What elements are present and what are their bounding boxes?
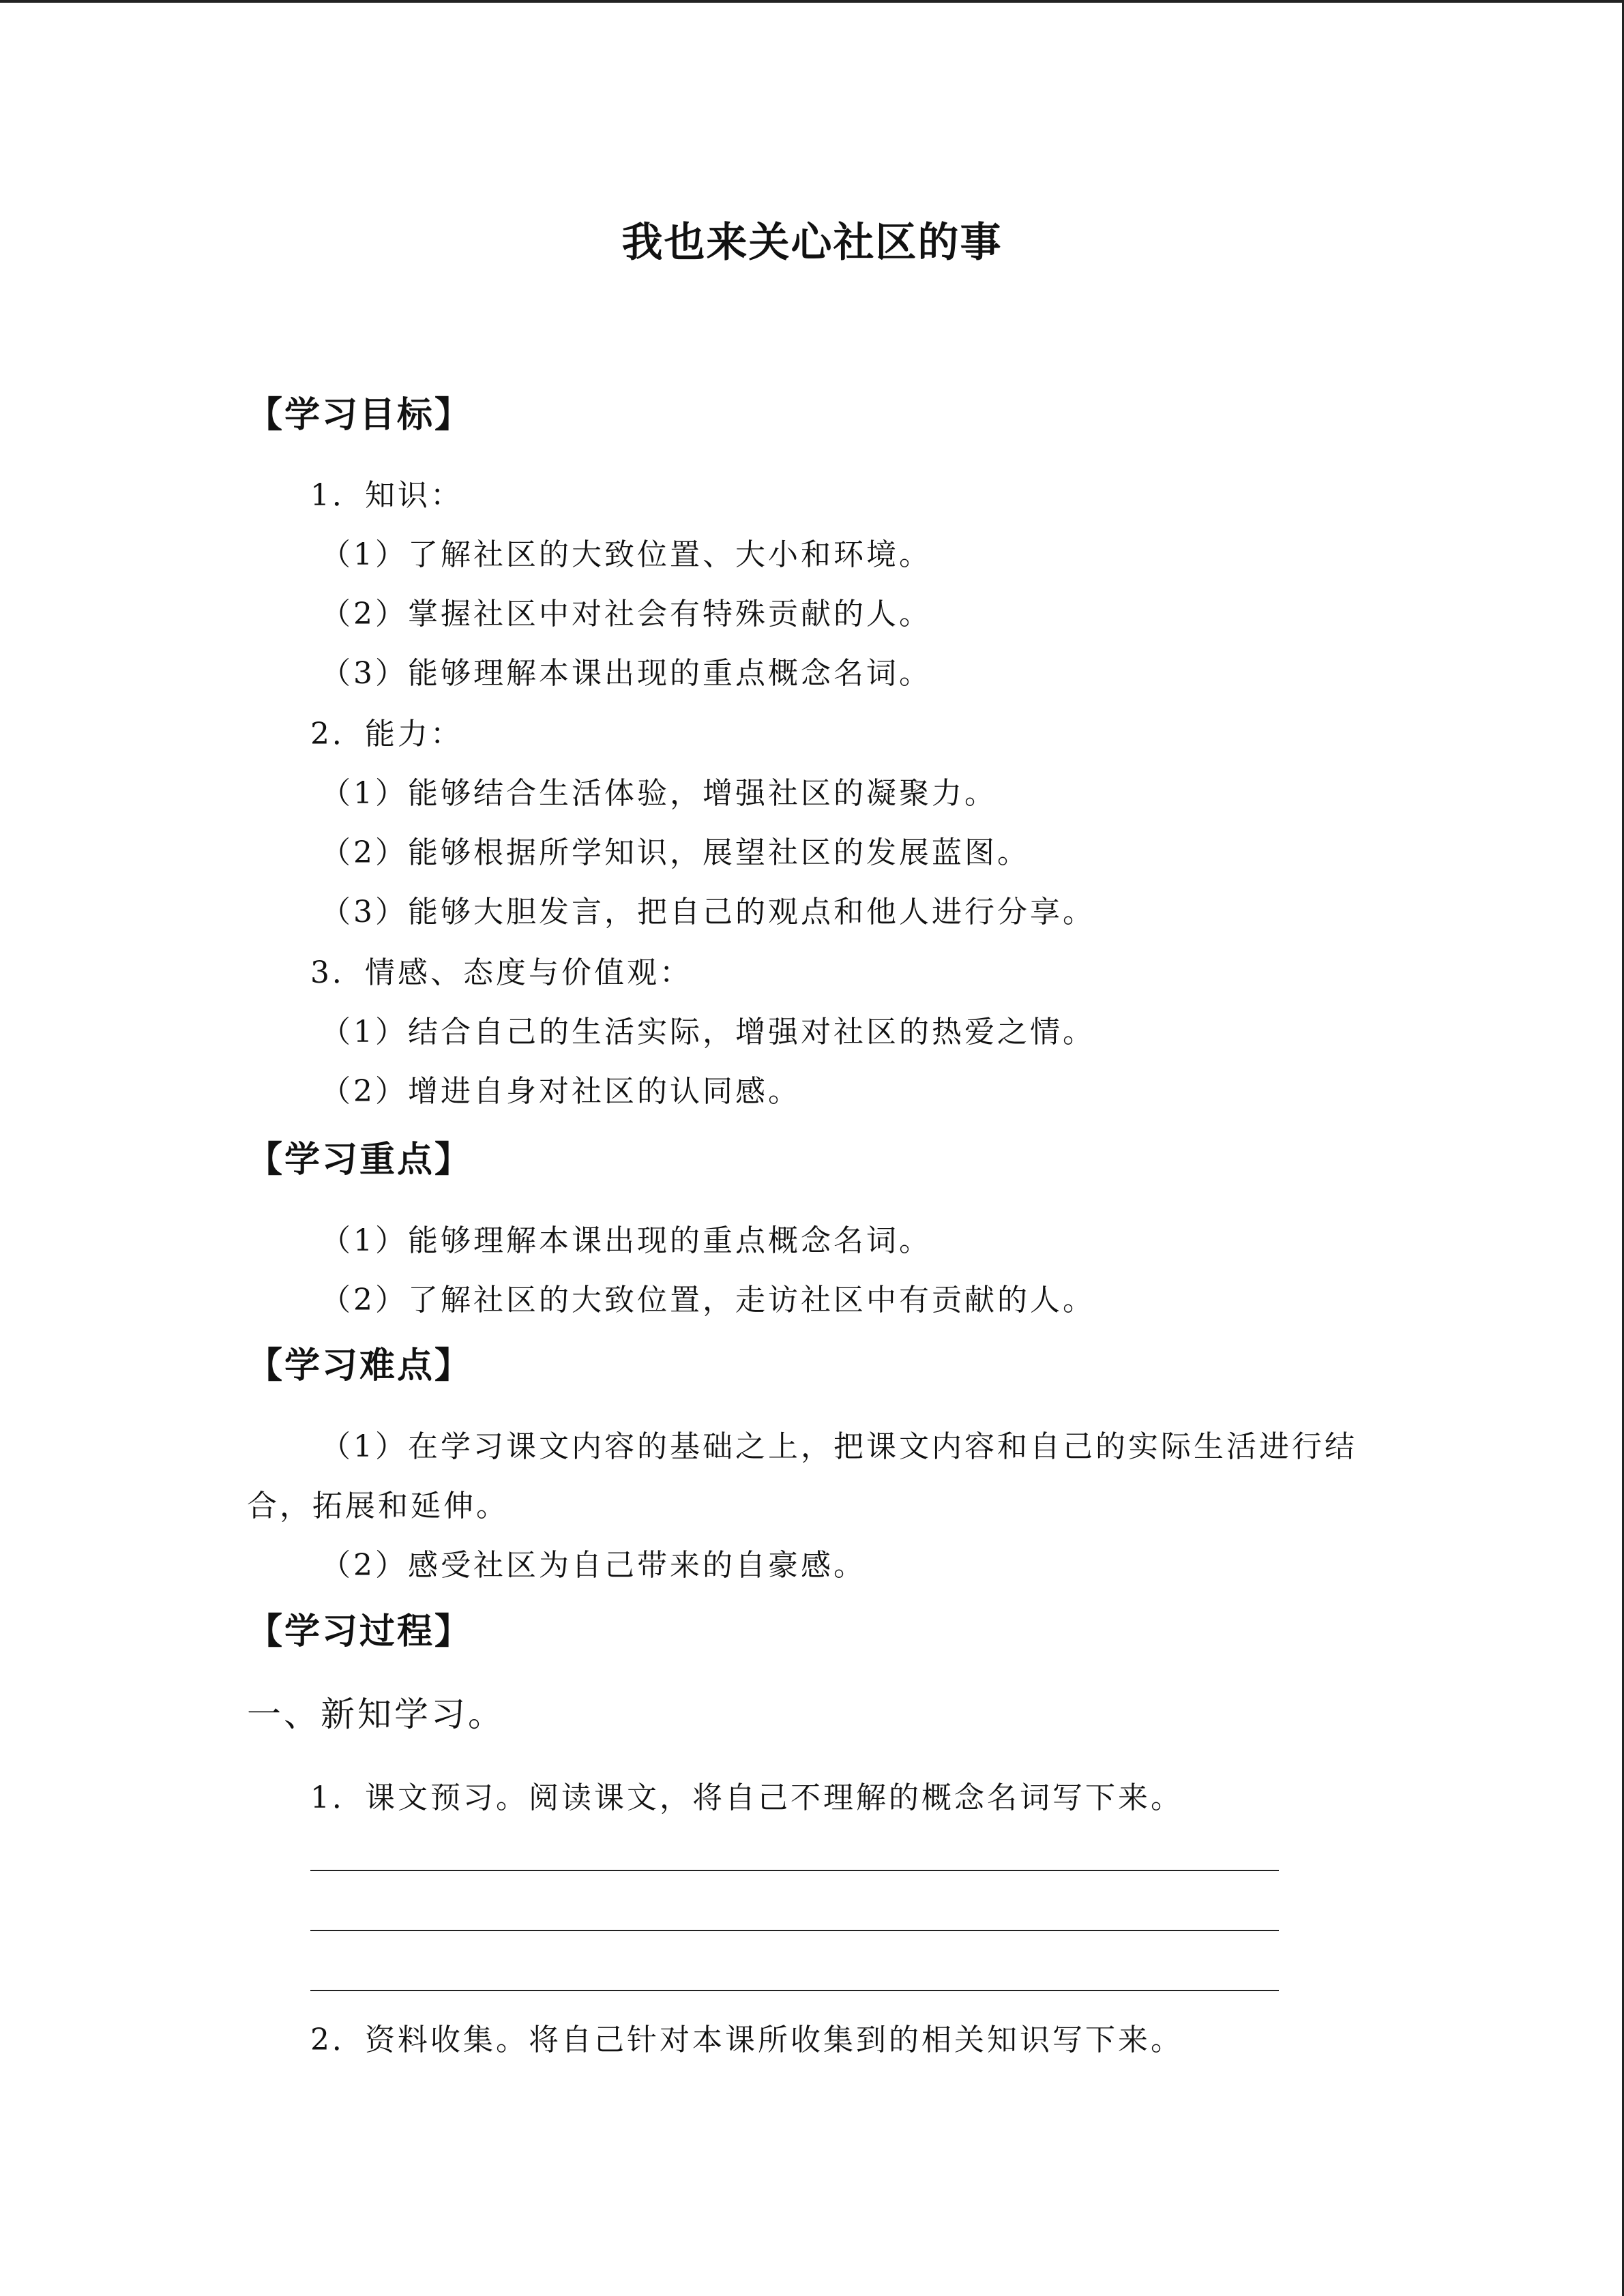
goal-knowledge-item: （1）了解社区的大致位置、大小和环境。 <box>321 537 932 572</box>
key-point-item: （1）能够理解本课出现的重点概念名词。 <box>321 1223 932 1258</box>
answer-blank-line[interactable] <box>310 1870 1279 1871</box>
process-step: 2．资料收集。将自己针对本课所收集到的相关知识写下来。 <box>310 2023 1183 2057</box>
goal-knowledge-label: 1．知识： <box>310 478 463 513</box>
heading-learning-process: 【学习过程】 <box>247 1611 473 1652</box>
page-top-border <box>0 0 1624 3</box>
process-step: 1．课文预习。阅读课文，将自己不理解的概念名词写下来。 <box>310 1780 1183 1815</box>
goal-ability-label: 2．能力： <box>310 717 463 751</box>
goal-knowledge-item: （2）掌握社区中对社会有特殊贡献的人。 <box>321 597 932 631</box>
goal-ability-item: （1）能够结合生活体验，增强社区的凝聚力。 <box>321 776 997 811</box>
goal-emotion-label: 3．情感、态度与价值观： <box>310 955 692 990</box>
page-title: 我也来关心社区的事 <box>621 219 1003 267</box>
difficulty-item: （2）感受社区为自己带来的自豪感。 <box>321 1548 866 1583</box>
goal-emotion-item: （1）结合自己的生活实际，增强对社区的热爱之情。 <box>321 1015 1095 1049</box>
heading-difficulties: 【学习难点】 <box>247 1345 473 1386</box>
answer-blank-line[interactable] <box>310 1990 1279 1991</box>
heading-key-points: 【学习重点】 <box>247 1139 473 1180</box>
goal-ability-item: （2）能够根据所学知识，展望社区的发展蓝图。 <box>321 835 1030 870</box>
answer-blank-line[interactable] <box>310 1930 1279 1931</box>
goal-knowledge-item: （3）能够理解本课出现的重点概念名词。 <box>321 656 932 691</box>
goal-emotion-item: （2）增进自身对社区的认同感。 <box>321 1074 801 1109</box>
key-point-item: （2）了解社区的大致位置，走访社区中有贡献的人。 <box>321 1283 1095 1317</box>
difficulty-item-continuation: 合，拓展和延伸。 <box>247 1489 509 1523</box>
part-one-new-knowledge: 一、新知学习。 <box>247 1695 505 1734</box>
difficulty-item: （1）在学习课文内容的基础之上，把课文内容和自己的实际生活进行结 <box>321 1429 1357 1464</box>
goal-ability-item: （3）能够大胆发言，把自己的观点和他人进行分享。 <box>321 895 1095 929</box>
heading-learning-goals: 【学习目标】 <box>247 394 473 436</box>
